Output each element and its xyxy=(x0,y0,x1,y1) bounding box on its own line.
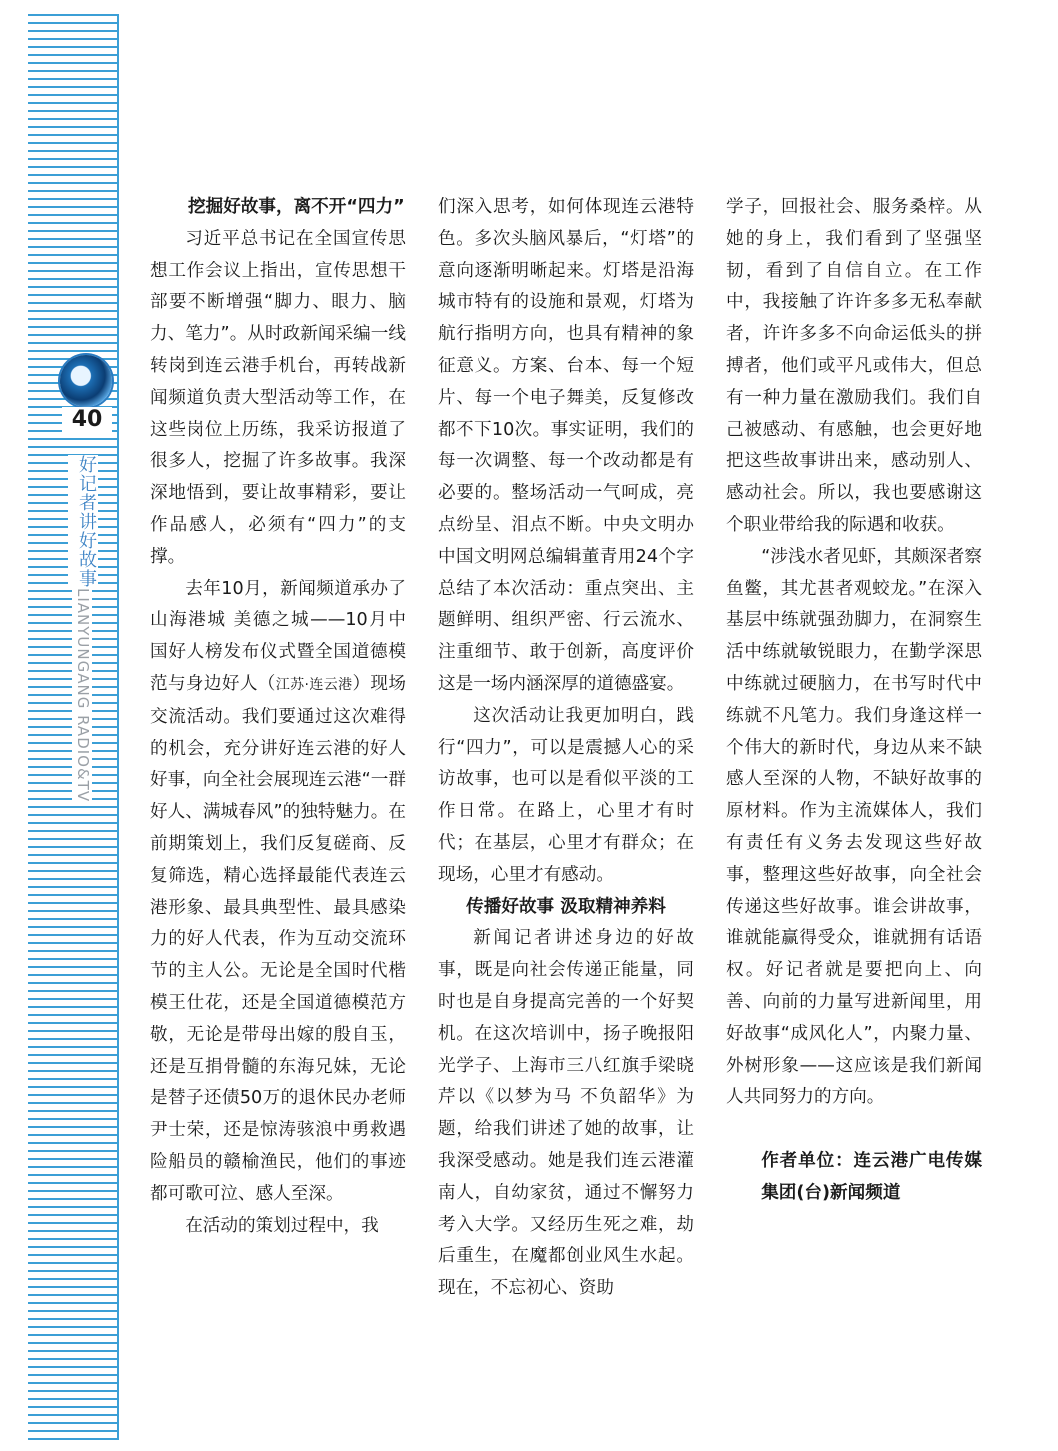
paragraph: 这次活动让我更加明白，践行“四力”，可以是震撼人心的采访故事，也可以是看似平淡的工作日常。在路上，心里才有时代；在基层，心里才有群众；在现场，心里才有感动。 xyxy=(438,705,694,885)
paragraph: 新闻记者讲述身边的好故事，既是向社会传递正能量，同时也是自身提高完善的一个好契机。在这次培训中，扬子晚报阳光学子、上海市三八红旗手梁晓芹以《以梦为马 不负韶华》为题，给我们讲述了她的故事，让我深受感动。她是我们连云港灌南人，自幼家贫，通过不懈努力考入大学。又经历生死之难，劫后重生，在魔都创业风生水起。现在，不忘初心、资助 xyxy=(438,928,694,1299)
paragraph: 学子，回报社会、服务桑梓。从她的身上，我们看到了坚强坚韧，看到了自信自立。在工作中，我接触了许许多多无私奉献者，许许多多不向命运低头的拼搏者，他们或平凡或伟大，但总有一种力量在激励我们。我们自己被感动、有感触，也会更好地把这些故事讲出来，感动别人、感动社会。所以，我也要感谢这个职业带给我的际遇和收获。 xyxy=(726,197,982,535)
brand-latin-label: LIANYUNGANG RADIO&TV xyxy=(74,588,92,803)
author-byline: 作者单位：连云港广电传媒集团(台)新闻频道 xyxy=(761,1150,982,1203)
column-label: 好记者讲好故事 xyxy=(68,455,98,588)
paragraph: 去年10月，新闻频道承办了山海港城 美德之城——10月中国好人榜发布仪式暨全国道德模范与身边好人（江苏·连云港）现场交流活动。我们要通过这次难得的机会，充分讲好连云港的好人好事，向全社会展现连云港“一群好人、满城春风”的独特魅力。在前期策划上，我们反复磋商、反复筛选，精心选择最能代表连云港形象、最具典型性、最具感染力的好人代表，作为互动交流环节的主人公。无论是全国时代楷模王仕花，还是全国道德模范方敬，无论是带母出嫁的殷自玉，还是互捐骨髓的东海兄妹，无论是替子还债50万的退休民办老师尹士荣，还是惊涛骇浪中勇救遇险船员的赣榆渔民，他们的事迹都可歌可泣、感人至深。 xyxy=(150,578,406,1204)
section-heading-2: 传播好故事 汲取精神养料 xyxy=(466,896,666,917)
section-heading-1: 挖掘好故事，离不开“四力” xyxy=(188,197,405,217)
paragraph: 在活动的策划过程中，我 xyxy=(185,1215,379,1236)
paragraph: 们深入思考，如何体现连云港特色。多次头脑风暴后，“灯塔”的意向逐渐明晰起来。灯塔是沿海城市特有的设施和景观，灯塔为航行指明方向，也具有精神的象征意义。方案、台本、每一个短片、每一个电子舞美，反复修改都不下10次。事实证明，我们的每一次调整、每一个改动都是有必要的。整场活动一气呵成，亮点纷呈、泪点不断。中央文明办中国文明网总编辑董青用24个字总结了本次活动：重点突出、主题鲜明、组织严密、行云流水、注重细节、敢于创新，高度评价这是一场内涵深厚的道德盛宴。 xyxy=(438,197,694,694)
text-column-2 xyxy=(438,192,694,1305)
text-column-3 xyxy=(726,192,982,1210)
page-number: 40 xyxy=(62,407,112,433)
text-column-1 xyxy=(150,192,406,1242)
location-note: 江苏·连云港 xyxy=(275,676,353,693)
paragraph: 习近平总书记在全国宣传思想工作会议上指出，宣传思想干部要不断增强“脚力、眼力、脑力、笔力”。从时政新闻采编一线转岗到连云港手机台，再转战新闻频道负责大型活动等工作，在这些岗位上历练，我采访报道了很多人，挖掘了许多故事。我深深地悟到，要让故事精彩，要让作品感人，必须有“四力”的支撑。 xyxy=(150,228,406,567)
magazine-logo-icon xyxy=(60,355,112,407)
paragraph: “涉浅水者见虾，其颇深者察鱼鳖，其尤甚者观蛟龙。”在深入基层中练就强劲脚力，在洞察生活中练就敏锐眼力，在勤学深思中练就过硬脑力，在书写时代中练就不凡笔力。我们身逢这样一个伟大的新时代，身边从来不缺感人至深的人物，不缺好故事的原材料。作为主流媒体人，我们有责任有义务去发现这些好故事，整理这些好故事，向全社会传递这些好故事。谁会讲故事，谁就能赢得受众，谁就拥有话语权。好记者就是要把向上、向善、向前的力量写进新闻里，用好故事“成风化人”，内聚力量、外树形象——这应该是我们新闻人共同努力的方向。 xyxy=(726,546,982,1108)
